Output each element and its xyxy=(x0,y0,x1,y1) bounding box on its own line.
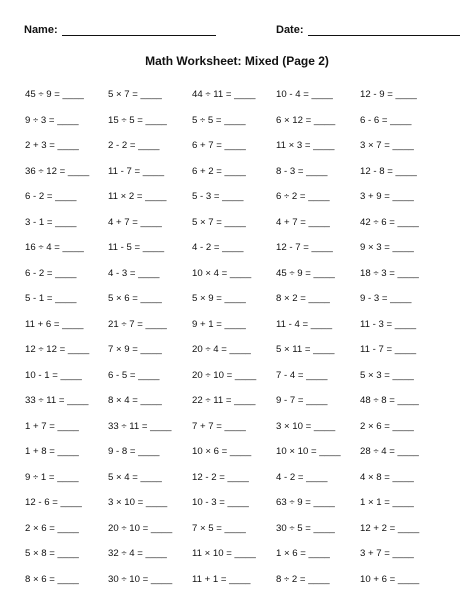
math-problem: 6 - 5 = ____ xyxy=(108,369,160,381)
math-problem: 3 × 7 = ____ xyxy=(360,140,414,151)
math-problem: 6 + 2 = ____ xyxy=(192,165,246,177)
math-problem: 44 ÷ 11 = ____ xyxy=(192,89,256,100)
math-problem: 9 - 3 = ____ xyxy=(360,293,412,304)
math-problem: 3 × 10 = ____ xyxy=(276,420,336,432)
math-problem: 45 ÷ 9 = ____ xyxy=(276,267,335,279)
date-label: Date: xyxy=(276,24,304,36)
math-problem: 1 + 7 = ____ xyxy=(25,420,79,432)
math-problem: 8 ÷ 2 = ____ xyxy=(276,573,330,585)
math-problem: 30 ÷ 10 = ____ xyxy=(108,573,173,585)
math-problem: 9 + 1 = ____ xyxy=(192,318,246,330)
math-problem: 8 × 2 = ____ xyxy=(276,293,330,304)
math-problem: 4 × 8 = ____ xyxy=(360,471,414,483)
math-problem: 11 - 5 = ____ xyxy=(108,242,165,253)
math-problem: 28 ÷ 4 = ____ xyxy=(360,446,419,457)
math-problem: 4 + 7 = ____ xyxy=(276,216,330,228)
math-problem: 12 - 2 = ____ xyxy=(192,471,249,483)
math-problem: 12 - 9 = ____ xyxy=(360,89,417,100)
math-problem: 10 - 4 = ____ xyxy=(276,89,333,100)
math-problem: 11 × 10 = ____ xyxy=(192,548,256,559)
math-problem: 5 × 4 = ____ xyxy=(108,471,162,483)
math-problem: 22 ÷ 11 = ____ xyxy=(192,395,256,406)
math-problem: 5 × 7 = ____ xyxy=(108,89,162,100)
name-line xyxy=(62,35,216,36)
math-problem: 20 ÷ 10 = ____ xyxy=(192,369,257,381)
math-problem: 1 × 6 = ____ xyxy=(276,548,330,559)
math-problem: 3 + 7 = ____ xyxy=(360,548,414,559)
math-problem: 2 - 2 = ____ xyxy=(108,140,160,151)
math-problem: 4 + 7 = ____ xyxy=(108,216,162,228)
math-problem: 10 × 10 = ____ xyxy=(276,446,341,457)
math-problem: 11 - 7 = ____ xyxy=(108,165,165,177)
math-problem: 11 - 4 = ____ xyxy=(276,318,333,330)
math-problem: 11 - 7 = ____ xyxy=(360,344,417,355)
math-problem: 6 + 7 = ____ xyxy=(192,140,246,151)
math-problem: 1 + 8 = ____ xyxy=(25,446,79,457)
math-problem: 11 - 3 = ____ xyxy=(360,318,417,330)
math-problem: 5 × 3 = ____ xyxy=(360,369,414,381)
math-problem: 3 - 1 = ____ xyxy=(25,216,77,228)
math-problem: 12 - 7 = ____ xyxy=(276,242,333,253)
math-problem: 6 - 2 = ____ xyxy=(25,267,77,279)
math-problem: 12 - 8 = ____ xyxy=(360,165,417,177)
math-problem: 5 × 11 = ____ xyxy=(276,344,335,355)
math-problem: 2 × 6 = ____ xyxy=(25,522,79,534)
math-problem: 63 ÷ 9 = ____ xyxy=(276,497,335,508)
math-problem: 33 ÷ 11 = ____ xyxy=(108,420,172,432)
math-problem: 20 ÷ 4 = ____ xyxy=(192,344,251,355)
math-problem: 42 ÷ 6 = ____ xyxy=(360,216,419,228)
math-problem: 8 - 3 = ____ xyxy=(276,165,328,177)
math-problem: 8 × 4 = ____ xyxy=(108,395,162,406)
math-problem: 7 + 7 = ____ xyxy=(192,420,246,432)
math-problem: 1 × 1 = ____ xyxy=(360,497,414,508)
math-problem: 6 ÷ 2 = ____ xyxy=(276,191,330,202)
math-problem: 6 - 2 = ____ xyxy=(25,191,77,202)
math-problem: 15 ÷ 5 = ____ xyxy=(108,114,167,126)
math-problem: 5 × 6 = ____ xyxy=(108,293,162,304)
math-problem: 3 + 9 = ____ xyxy=(360,191,414,202)
math-problem: 4 - 2 = ____ xyxy=(192,242,244,253)
math-problem: 9 - 7 = ____ xyxy=(276,395,328,406)
math-problem: 45 ÷ 9 = ____ xyxy=(25,89,84,100)
math-problem: 9 ÷ 3 = ____ xyxy=(25,114,79,126)
date-line xyxy=(308,35,460,36)
math-problem: 7 × 9 = ____ xyxy=(108,344,162,355)
math-problem: 48 ÷ 8 = ____ xyxy=(360,395,419,406)
math-problem: 6 - 6 = ____ xyxy=(360,114,412,126)
math-problem: 32 ÷ 4 = ____ xyxy=(108,548,167,559)
math-problem: 6 × 12 = ____ xyxy=(276,114,336,126)
math-problem: 12 ÷ 12 = ____ xyxy=(25,344,90,355)
math-problem: 5 - 3 = ____ xyxy=(192,191,244,202)
math-problem: 11 × 3 = ____ xyxy=(276,140,335,151)
math-problem: 18 ÷ 3 = ____ xyxy=(360,267,419,279)
math-problem: 10 + 6 = ____ xyxy=(360,573,420,585)
math-problem: 10 - 3 = ____ xyxy=(192,497,249,508)
math-problem: 10 × 6 = ____ xyxy=(192,446,252,457)
math-problem: 2 × 6 = ____ xyxy=(360,420,414,432)
name-label: Name: xyxy=(24,24,58,36)
math-problem: 33 ÷ 11 = ____ xyxy=(25,395,89,406)
worksheet-title: Math Worksheet: Mixed (Page 2) xyxy=(145,54,329,68)
math-problem: 10 × 4 = ____ xyxy=(192,267,252,279)
math-problem: 11 × 2 = ____ xyxy=(108,191,167,202)
math-problem: 12 - 6 = ____ xyxy=(25,497,82,508)
math-problem: 5 - 1 = ____ xyxy=(25,293,77,304)
math-problem: 5 × 7 = ____ xyxy=(192,216,246,228)
math-problem: 9 - 8 = ____ xyxy=(108,446,160,457)
math-problem: 9 × 3 = ____ xyxy=(360,242,414,253)
math-problem: 30 ÷ 5 = ____ xyxy=(276,522,335,534)
math-problem: 21 ÷ 7 = ____ xyxy=(108,318,167,330)
problem-grid xyxy=(25,89,465,599)
math-problem: 7 × 5 = ____ xyxy=(192,522,246,534)
math-problem: 5 ÷ 5 = ____ xyxy=(192,114,246,126)
math-problem: 5 × 9 = ____ xyxy=(192,293,246,304)
math-problem: 9 ÷ 1 = ____ xyxy=(25,471,79,483)
math-problem: 4 - 2 = ____ xyxy=(276,471,328,483)
math-problem: 7 - 4 = ____ xyxy=(276,369,328,381)
math-problem: 16 ÷ 4 = ____ xyxy=(25,242,84,253)
math-problem: 3 × 10 = ____ xyxy=(108,497,168,508)
math-problem: 11 + 6 = ____ xyxy=(25,318,84,330)
math-problem: 10 - 1 = ____ xyxy=(25,369,82,381)
math-problem: 36 ÷ 12 = ____ xyxy=(25,165,90,177)
math-problem: 8 × 6 = ____ xyxy=(25,573,79,585)
math-problem: 2 + 3 = ____ xyxy=(25,140,79,151)
math-problem: 4 - 3 = ____ xyxy=(108,267,160,279)
math-problem: 12 + 2 = ____ xyxy=(360,522,420,534)
math-problem: 20 ÷ 10 = ____ xyxy=(108,522,173,534)
math-problem: 11 + 1 = ____ xyxy=(192,573,251,585)
math-problem: 5 × 8 = ____ xyxy=(25,548,79,559)
